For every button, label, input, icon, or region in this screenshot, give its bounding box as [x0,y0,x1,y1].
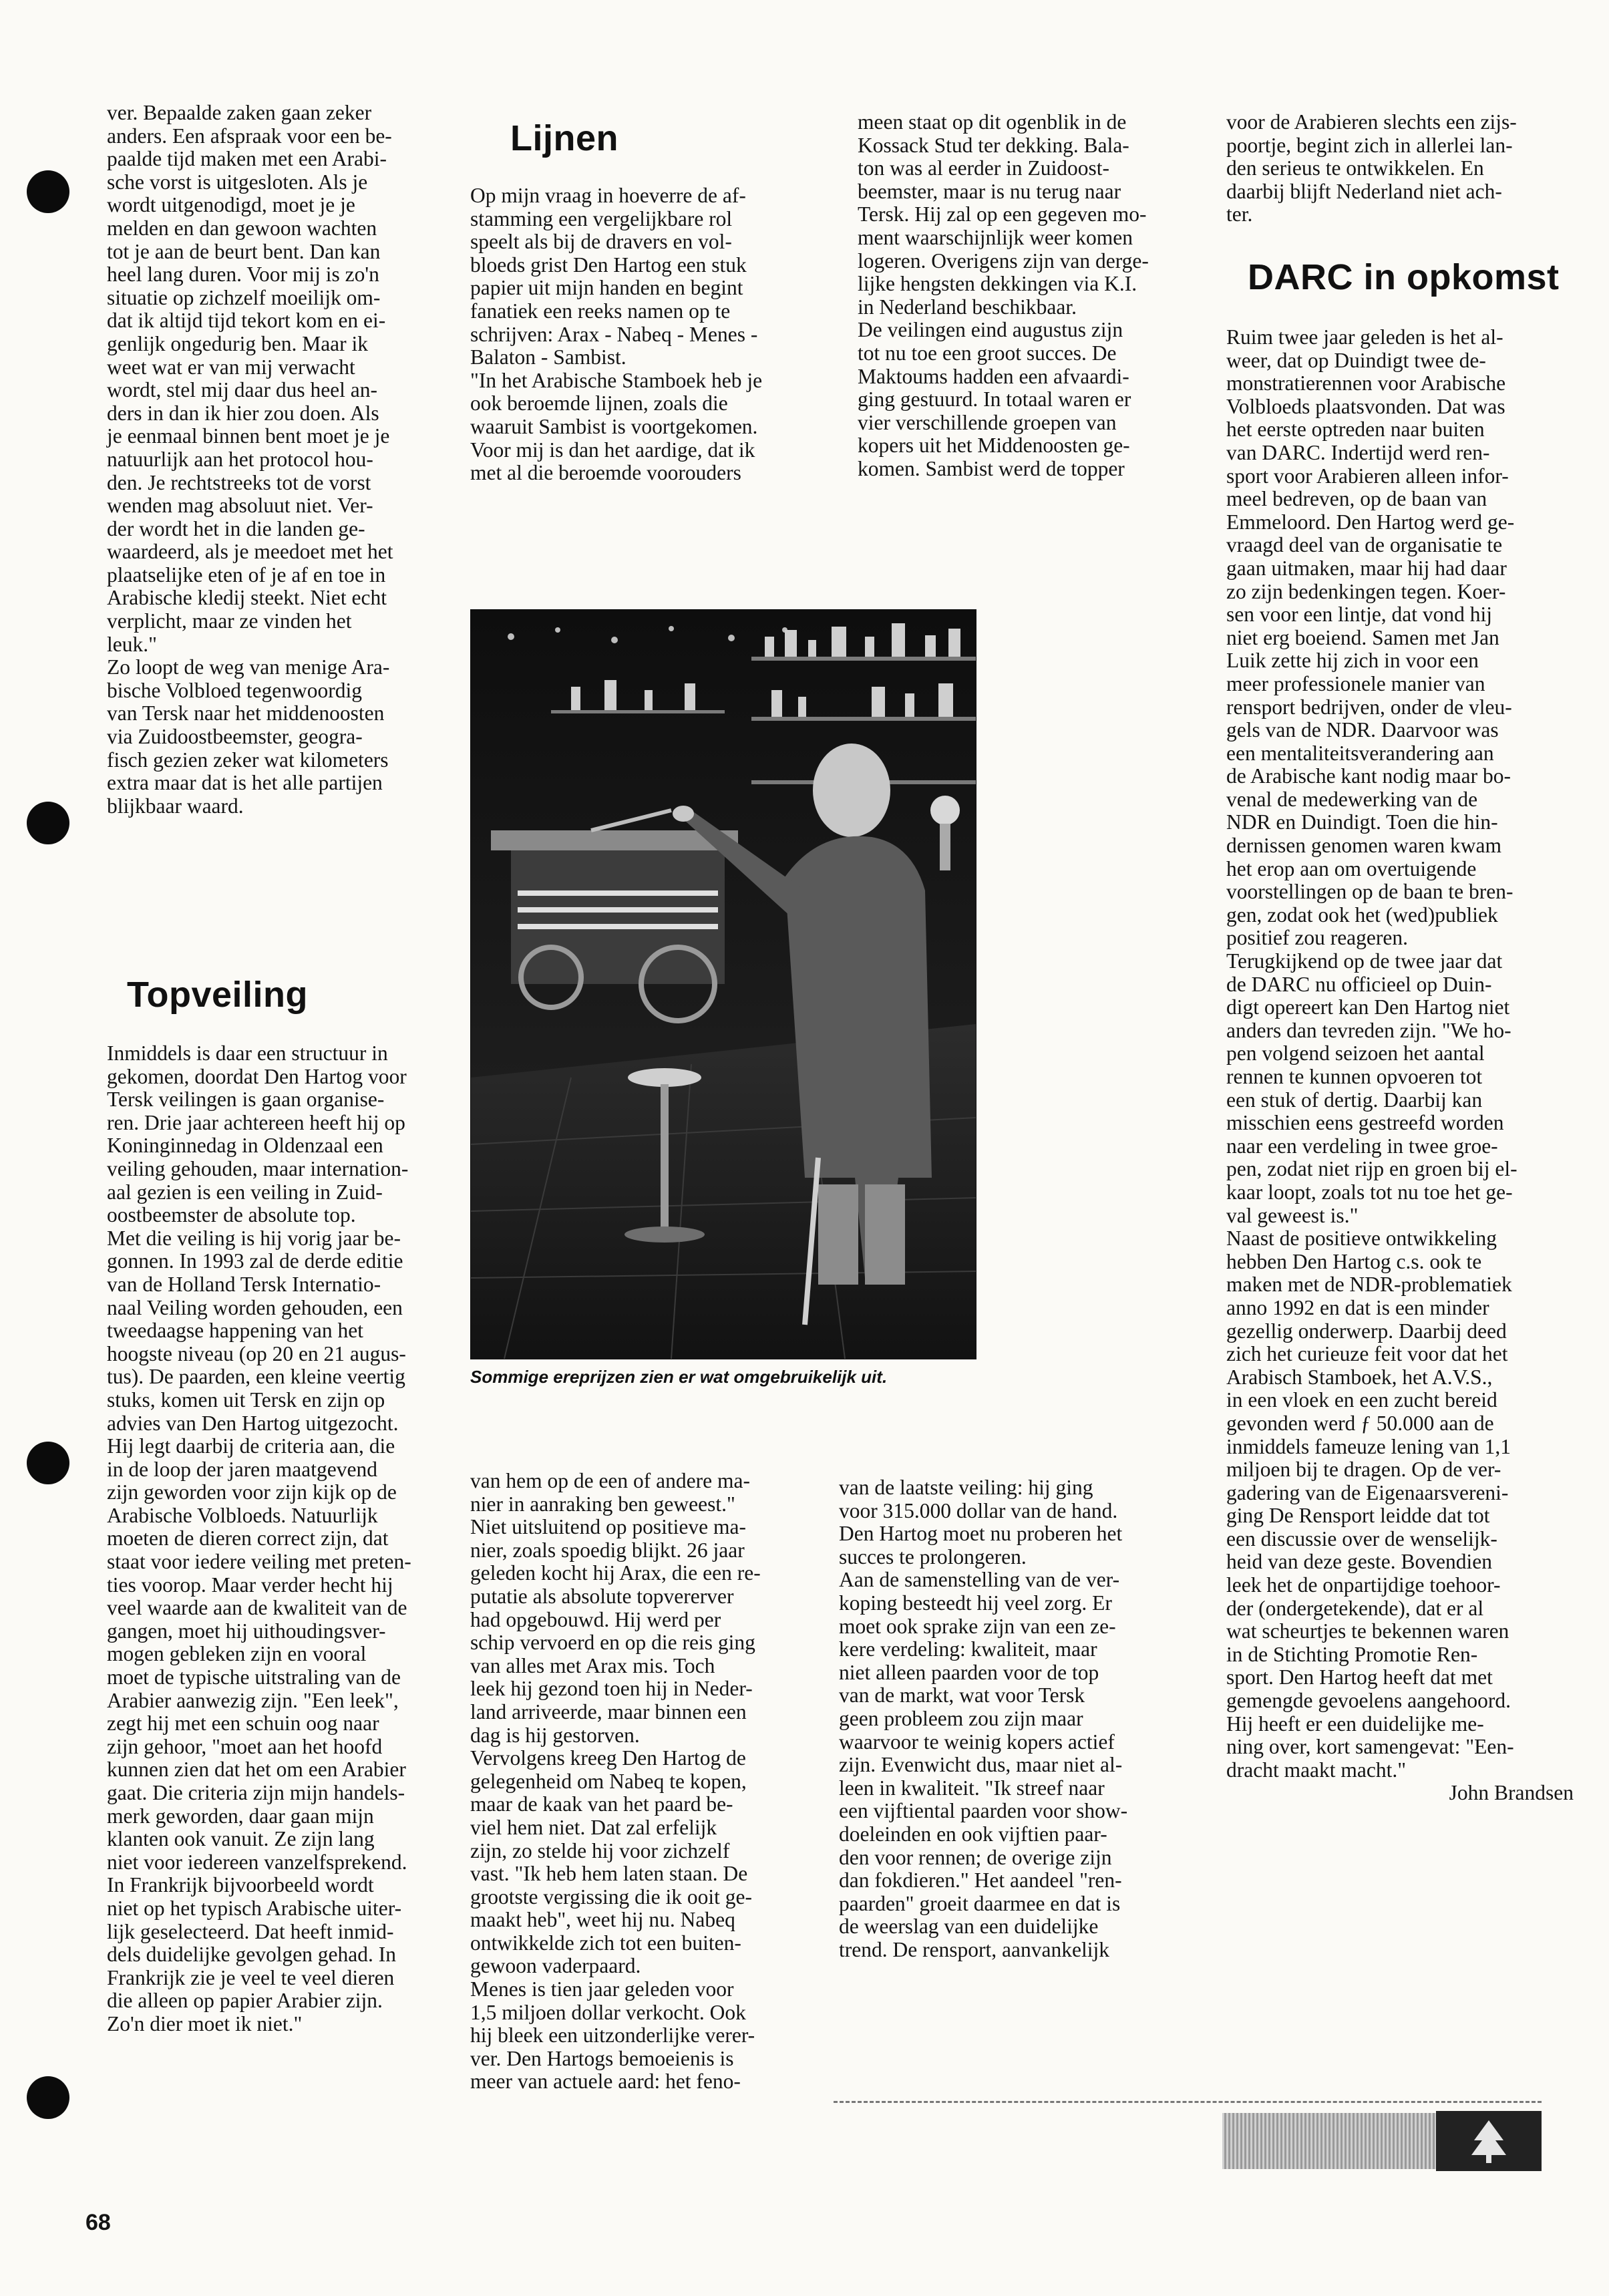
column-4-bottom [1226,326,1574,1805]
column-2-lower-paragraph-1: van hem op de een of andere ma- nier in aanraking ben geweest." Niet uitsluitend op positieve ma- nier, zoals spoedig blijkt. 26 jaar geleden kocht hij Arax, die een re- putatie als absolute topvererver had opgebouwd. Hij werd per schip vervoerd en op die reis ging van alles met Arax mis. Toch leek hij gezond toen hij in Neder- land arriveerde, maar binnen een dag is hij gestorven. [470,1469,761,1747]
photo-trophy-room [470,609,976,1359]
column-4-paragraph-3: Terugkijkend op de twee jaar dat de DARC nu officieel op Duin- digt opereert kan Den Hartog niet anders dan tevreden zijn. "We ho- pen volgend seizoen het aantal rennen te kunnen opvoeren tot een stuk of dertig. Daarbij kan misschien eens gestreefd worden naar een verdeling in twee groe- pen, zodat niet rijp en groen bij el- kaar loopt, zoals tot nu toe het ge- val geweest is." [1226,949,1517,1227]
binder-hole [27,170,69,213]
binder-hole [27,1442,69,1484]
photo-image [471,610,976,1359]
heading-lijnen: Lijnen [510,118,618,158]
column-1-paragraph-1: ver. Bepaalde zaken gaan zeker anders. Een afspraak voor een be- paalde tijd maken met een Arabi- sche vorst is uitgesloten. Als je wordt uitgenodigd, moet je je melden en dan gewoon wachten tot je aan de beurt bent. Dan kan heel lang duren. Voor mij is zo'n situatie op zichzelf moeilijk om- dat ik altijd tijd tekort kom en ei- genlijk ongedurig ben. Maar ik weet wat er van mij verwacht wordt, stel mij daar dus heel an- ders in dan ik hier zou doen. Als je eenmaal binnen bent moet je je natuurlijk aan het protocol hou- den. Je rechtstreeks tot de vorst wenden mag absoluut niet. Ver- der wordt het in die landen ge- waardeerd, als je meedoet met het plaatselijke eten of je af en toe in Arabische kledij steekt. Niet echt verplicht, maar ze vinden het leuk." [107,101,393,656]
column-3-paragraph-2: De veilingen eind augustus zijn tot nu toe een groot succes. De Maktoums hadden een afvaardi- ging gestuurd. In totaal waren er vier verschillende groepen van kopers uit het Middenoosten ge- komen. Sambist werd de topper [858,318,1131,480]
column-2-lower-paragraph-3: Menes is tien jaar geleden voor 1,5 miljoen dollar verkocht. Ook hij bleek een uitzonderlijke verer- ver. Den Hartogs bemoeienis is meer van actuele aard: het feno- [470,1977,755,2094]
column-1-top [107,102,454,818]
author-signature: John Brandsen [1449,1781,1574,1805]
photo-caption: Sommige ereprijzen zien er wat omgebruikelijk uit. [470,1367,888,1387]
column-1-paragraph-3: Inmiddels is daar een structuur in gekomen, doordat Den Hartog voor Tersk veilingen is gaan organise- ren. Drie jaar achtereen heeft hij op Koninginnedag in Oldenzaal een veiling gehouden, maar internation- aal gezien is een veiling in Zuid- oostbeemster de absolute top. [107,1041,409,1227]
column-3-bottom [839,1476,1200,1961]
column-1-paragraph-4: Met die veiling is hij vorig jaar be- gonnen. In 1993 zal de derde editie van de Holland Tersk Internatio- naal Veiling worden gehouden, een tweedaagse happening van het hoogste niveau (op 20 en 21 augus- tus). De paarden, een kleine veertig stuks, komen uit Tersk en zijn op advies van Den Hartog uitgezocht. Hij legt daarbij de criteria aan, die in de loop der jaren maatgevend zijn geworden voor zijn kijk op de Arabische Volbloeds. Natuurlijk moeten de dieren correct zijn, dat staat voor iedere veiling met preten- ties voorop. Maar verder hecht hij veel waarde aan de kwaliteit van de gangen, moet hij uithoudingsver- mogen gebleken zijn en vooral moet de typische uitstraling van de Arabier aanwezig zijn. "Een leek", zegt hij met een schuin oog naar zijn gehoor, "moet aan het hoofd kunnen zien dat het om een Arabier gaat. Die criteria zijn mijn handels- merk geworden, daar gaan mijn klanten ook vanuit. Ze zijn lang niet voor iedereen vanzelfsprekend. In Frankrijk bijvoorbeeld wordt niet op het typisch Arabische uiter- lijk geselecteerd. Dat heeft inmid- dels duidelijke gevolgen gehad. In Frankrijk zie je veel te veel dieren die alleen op papier Arabier zijn. Zo'n dier moet ik niet." [107,1226,411,2035]
column-4-paragraph-1: voor de Arabieren slechts een zijs- poortje, begint zich in allerlei lan- den serieus te ontwikkelen. En daarbij blijft Nederland niet ach- ter. [1226,110,1517,226]
column-3-paragraph-1: meen staat op dit ogenblik in de Kossack Stud ter dekking. Bala- ton was al eerder in Zuidoost- beemster, maar is nu terug naar Tersk. Hij zal op een gegeven mo- ment waarschijnlijk weer komen logeren. Overigens zijn van derge- lijke hengsten dekkingen via K.I. in Nederland beschikbaar. [858,110,1149,319]
column-2-bottom [470,1470,831,2094]
footer-rule [834,2101,1542,2103]
column-3-lower-paragraph-1: van de laatste veiling: hij ging voor 315.000 dollar van de hand. Den Hartog moet nu proberen het succes te prolongeren. [839,1476,1123,1569]
column-3-top [858,111,1218,481]
column-4-paragraph-2: Ruim twee jaar geleden is het al- weer, dat op Duindigt twee de- monstratierennen voor Arabische Volbloeds plaatsvonden. Dat was het eerste optreden naar buiten van DARC. Indertijd werd ren- sport voor Arabieren alleen infor- meel bedreven, op de baan van Emmeloord. Den Hartog werd ge- vraagd deel van de organisatie te gaan uitmaken, maar hij had daar zo zijn bedenkingen tegen. Koer- sen voor een lintje, dat vond hij niet erg boeiend. Samen met Jan Luik zette hij zich in voor een meer professionele manier van rensport bedrijven, onder de vleu- gels van de NDR. Daarvoor was een mentaliteitsverandering aan de Arabische kant nodig maar bo- venal de medewerking van de NDR en Duindigt. Toen die hin- dernissen genomen waren kwam het erop aan om overtuigende voorstellingen op de baan te bren- gen, zodat ook het (wed)publiek positief zou reageren. [1226,325,1515,950]
binder-hole [27,802,69,844]
column-2-top [470,184,831,485]
column-2-paragraph-2: "In het Arabische Stamboek heb je ook beroemde lijnen, zoals die waaruit Sambist is voortgekomen. Voor mij is dan het aardige, dat ik met al die beroemde voorouders [470,368,763,485]
column-1-bottom [107,1042,454,2036]
column-3-lower-paragraph-2: Aan de samenstelling van de ver- koping besteedt hij veel zorg. Er moet ook sprake zijn van een ze- kere verdeling: kwaliteit, maar niet alleen paarden voor de top van de markt, wat voor Tersk geen probleem zou zijn maar waarvoor te weinig kopers actief zijn. Evenwicht dus, maar niet al- leen in kwaliteit. "Ik streef naar een vijftiental paarden voor show- doeleinden en ook vijftien paar- den voor rennen; de overige zijn dan fokdieren." Het aandeel "ren- paarden" groeit daarmee en dat is de weerslag van een duidelijke trend. De rensport, aanvankelijk [839,1568,1128,1961]
heading-topveiling: Topveiling [127,975,308,1015]
column-4-paragraph-4: Naast de positieve ontwikkeling hebben Den Hartog c.s. ook te maken met de NDR-problematiek anno 1992 en dat is een minder gezellig onderwerp. Daarbij deed zich het curieuze feit voor dat het Arabisch Stamboek, het A.V.S., in een vloek en een zucht bereid gevonden werd ƒ 50.000 aan de inmiddels fameuze lening van 1,1 miljoen bij te dragen. Op de ver- gadering van de Eigenaarsvereni- ging De Rensport leidde dat tot een discussie over de wenselijk- heid van deze geste. Bovendien leek het de onpartijdige toehoor- der (ondergetekende), dat er al wat scheurtjes te bekennen waren in de Stichting Promotie Ren- sport. Den Hartog heeft dat met gemengde gevoelens aangehoord. Hij heeft er een duidelijke me- ning over, kort samengevat: "Een- dracht maakt macht." [1226,1226,1514,1782]
heading-darc-in-opkomst: DARC in opkomst [1248,257,1560,297]
column-2-paragraph-1: Op mijn vraag in hoeverre de af- stamming een vergelijkbare rol speelt als bij de dravers en vol- bloeds grist Den Hartog een stuk papier uit mijn handen en begint fanatiek een reeks namen op te schrijven: Arax - Nabeq - Menes - Balaton - Sambist. [470,184,758,369]
page-number: 68 [85,2210,111,2235]
binder-hole [27,2076,69,2119]
tree-icon [1436,2111,1542,2171]
column-1-paragraph-2: Zo loopt de weg van menige Ara- bische Volbloed tegenwoordig van Tersk naar het middenoosten via Zuidoostbeemster, geogra- fisch gezien zeker wat kilometers extra maar dat is het alle partijen blijkbaar waard. [107,655,390,818]
column-4-top [1226,111,1574,226]
column-2-lower-paragraph-2: Vervolgens kreeg Den Hartog de gelegenheid om Nabeq te kopen, maar de kaak van het paard be- viel hem niet. Dat zal erfelijk zijn, zo stelde hij voor zichzelf vast. "Ik heb hem laten staan. De grootste vergissing die ik ooit ge- maakt heb", weet hij nu. Nabeq ontwikkelde zich tot een buiten- gewoon vaderpaard. [470,1746,752,1978]
